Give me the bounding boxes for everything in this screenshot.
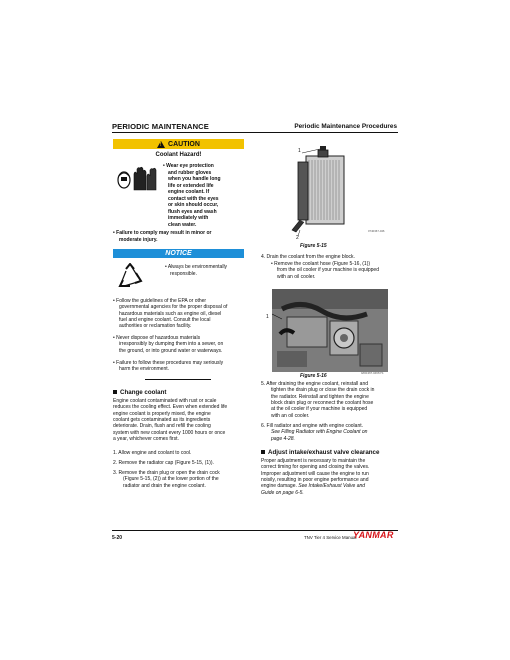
separator-rule [145, 379, 211, 380]
caution-item: • Wear eye protection [163, 163, 214, 169]
env-bullet: • Never dispose of hazardous materials [113, 335, 201, 341]
caution-label: CAUTION [168, 140, 200, 148]
caution-failure: • Failure to comply may result in minor or [113, 230, 212, 236]
coolant-para: coolant gets contaminated as its ingredients [113, 416, 211, 423]
coolant-step: with an oil cooler. [271, 412, 310, 419]
coolant-step: radiator and drain the engine coolant. [123, 482, 206, 489]
caution-item: flush eyes and wash [168, 208, 217, 215]
page-number: 5-20 [112, 535, 123, 541]
coolant-step: 2. Remove the radiator cap (Figure 5-15, (1)). [113, 460, 214, 466]
coolant-step: at the oil cooler if your machine is equipped [271, 406, 368, 413]
valve-para: noisily, resulting in poor engine performance and [261, 476, 369, 483]
figure-callout: 1 [298, 148, 301, 154]
radiator-figure [278, 140, 358, 240]
caution-item: or skin should occur, [168, 202, 219, 208]
caution-item: engine coolant. If [168, 189, 210, 195]
coolant-step: with an oil cooler. [277, 273, 316, 280]
figure-callout: 2 [296, 235, 299, 241]
engine-oil-cooler-figure [272, 289, 388, 372]
square-bullet-icon [113, 390, 117, 394]
figure-code: 0740367-046 [368, 229, 385, 233]
subsection-title: Periodic Maintenance Procedures [294, 123, 397, 130]
recycle-icon [116, 263, 144, 289]
notice-banner [113, 249, 244, 258]
coolant-step: (Figure 5-15, (2)) at the lower portion of the [123, 476, 219, 483]
env-bullet: hazardous materials such as engine oil, diesel [119, 310, 222, 317]
coolant-step: from the oil cooler if your machine is equipped [277, 267, 379, 274]
caution-title: Coolant Hazard! [155, 152, 202, 158]
coolant-para: Engine coolant contaminated with rust or scale [113, 398, 217, 404]
coolant-step: 1. Allow engine and coolant to cool. [113, 450, 192, 456]
cross-reference[interactable]: See Filling Radiator with Engine Coolant on [271, 429, 368, 436]
coolant-step: 5. After draining the engine coolant, reinstall and [261, 381, 369, 387]
square-bullet-icon [261, 450, 265, 454]
figure-caption: Figure 5-16 [300, 373, 327, 379]
env-bullet: • Follow the guidelines of the EPA or other [113, 298, 207, 304]
notice-text: • Always be environmentally [165, 264, 228, 270]
coolant-step: the radiator. Reinstall and tighten the engine [271, 393, 369, 400]
manual-title: TNV Tier 4 Service Manual [304, 535, 357, 540]
notice-label: NOTICE [165, 250, 192, 257]
section-title: PERIODIC MAINTENANCE [112, 122, 209, 131]
caution-item: life or extended life [168, 182, 214, 189]
coolant-step: 3. Remove the drain plug or open the drain cock [113, 470, 220, 476]
valve-para: Improper adjustment will cause the engine to run [261, 470, 369, 477]
valve-para: correct timing for opening and closing the valves. [261, 464, 370, 471]
figure-caption: Figure 5-15 [300, 243, 327, 249]
change-coolant-heading [113, 389, 166, 396]
coolant-para: system with new coolant every 1000 hours or once [113, 429, 226, 436]
caution-item: contact with the eyes [168, 195, 219, 202]
warning-triangle-icon [157, 141, 165, 148]
change-coolant-heading-text: Change coolant [120, 389, 167, 396]
coolant-step: 4. Drain the coolant from the engine block. [261, 254, 355, 260]
valve-clearance-heading-text: Adjust intake/exhaust valve clearance [268, 449, 380, 456]
coolant-step: • Remove the coolant hose (Figure 5-16, (1)) [271, 261, 371, 267]
valve-clearance-heading [261, 449, 379, 456]
caution-banner [113, 139, 244, 149]
caution-item: immediately with [168, 215, 209, 221]
coolant-para: deteriorate. Drain, flush and refill the cooling [113, 423, 211, 430]
env-bullet: governmental agencies for the proper disposal of [119, 304, 228, 311]
coolant-para: a year, whichever comes first. [113, 435, 179, 442]
env-bullet: authorities or reclamation facility. [119, 323, 192, 330]
coolant-step: block drain plug or reconnect the coolant hose [271, 399, 374, 406]
valve-para: Proper adjustment is necessary to maintain the [261, 458, 366, 464]
coolant-step: tighten the drain plug or close the drain cock in [271, 387, 375, 394]
coolant-para: reduces the cooling effect. Even when extended life [113, 404, 228, 411]
env-bullet: irresponsibly by dumping them into a sewer, on [119, 341, 224, 348]
caution-item: clean water. [168, 221, 197, 228]
notice-text: responsible. [170, 270, 197, 277]
env-bullet: • Failure to follow these procedures may seriously [113, 360, 224, 366]
cross-reference[interactable]: See Intake/Exhaust Valve and [298, 483, 366, 490]
coolant-step: 6. Fill radiator and engine with engine coolant. [261, 423, 364, 429]
header-rule [112, 132, 398, 133]
goggles-gloves-icon [116, 166, 158, 192]
caution-item: when you handle long [168, 176, 221, 182]
env-bullet: the ground, or into ground water or waterways. [119, 347, 223, 354]
caution-item: and rubber gloves [168, 169, 212, 176]
yanmar-logo: YANMAR [353, 530, 394, 540]
caution-failure: moderate injury. [119, 236, 158, 243]
env-bullet: harm the environment. [119, 366, 170, 373]
figure-code: 0A51367-046SYS [361, 371, 384, 375]
coolant-para: engine coolant is properly mixed, the engine [113, 410, 211, 417]
cross-reference[interactable]: page 4-28. [271, 435, 295, 442]
env-bullet: fuel and engine coolant. Consult the local [119, 316, 211, 323]
valve-para-text: engine damage. [261, 483, 297, 490]
figure-callout: 1 [266, 314, 269, 320]
cross-reference[interactable]: Guide on page 6-5. [261, 489, 304, 496]
